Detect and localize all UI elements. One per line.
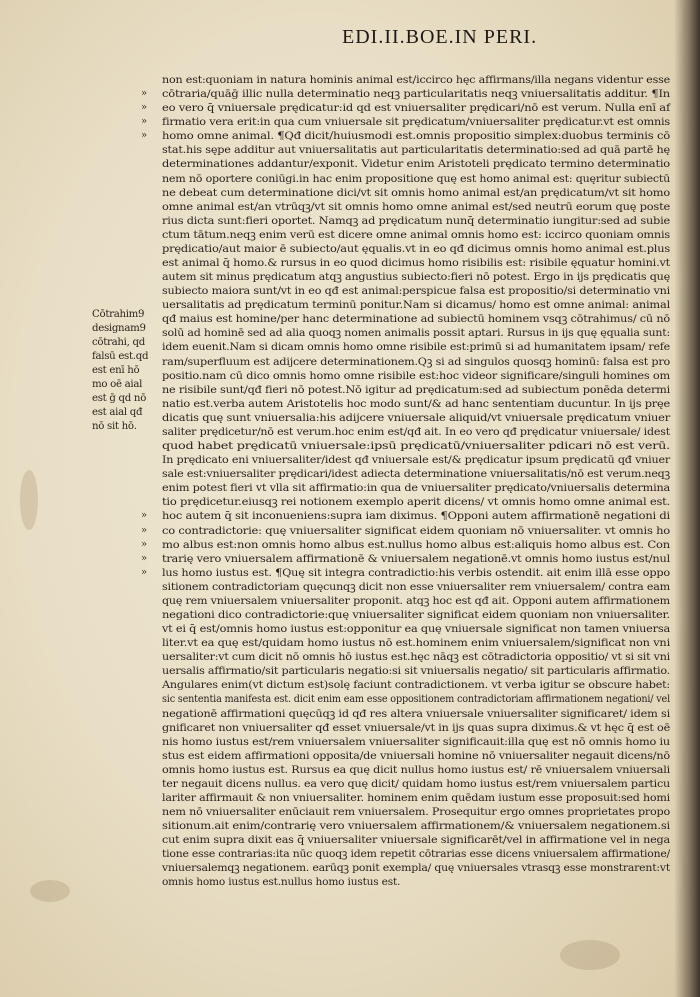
gloss-line: Cōtrahim9 bbox=[92, 309, 145, 320]
text-line bbox=[162, 678, 670, 692]
text-line-content: ram/superfluum est adijcere determinationem.Qꝫ si ad singulos quosqꝫ hominū: falsa est pro bbox=[162, 355, 670, 368]
text-line-content: lus homo iustus est. ¶Quę sit integra contradictio:his verbis ostendit. ait enim illā esse oppo bbox=[162, 566, 670, 579]
text-line-content: stat.his sępe additur aut vniuersalitatis aut particularitatis determinatio:sed ad quā partē hę bbox=[162, 144, 670, 157]
quotation-marker-icon: » bbox=[141, 116, 147, 128]
text-line-content: mo albus est:non omnis homo albus est.nullus homo albus est:aliquis homo albus est. Con bbox=[162, 538, 670, 551]
text-line bbox=[162, 707, 670, 721]
text-line bbox=[141, 87, 670, 101]
text-line-content: non est:quoniam in natura hominis animal est/iccirco hęc affirmans/illa negans videntur esse bbox=[162, 74, 670, 86]
text-line bbox=[162, 650, 670, 664]
text-line-content: homo omne animal. ¶Qđ dicit/huiusmodi est.omnis propositio simplex:duobus terminis cō bbox=[162, 130, 670, 143]
text-line bbox=[162, 172, 670, 186]
quotation-marker-icon: » bbox=[141, 130, 147, 142]
gloss-line: mo oē aial bbox=[92, 379, 143, 390]
text-line bbox=[162, 143, 670, 157]
text-line bbox=[162, 636, 670, 650]
text-line-content: nis homo iustus est/rem vniuersalem vniuersaliter significauit:illa quę est nō omnis homo iu bbox=[162, 735, 670, 748]
text-line bbox=[162, 735, 670, 749]
quotation-marker-icon: » bbox=[141, 510, 147, 522]
text-line-content: ne risibile sunt/qđ fieri nō potest.Nō igitur ad prędicatum:sed ad subiectum ponēda determi bbox=[162, 383, 670, 396]
text-line bbox=[162, 453, 670, 467]
text-line-content: solū ad hominē sed ad alia quoqꝫ nomen animalis possit aptari. Rursus in ijs quę ęqualia sunt: bbox=[162, 327, 670, 340]
text-line-content: vniuersalemqꝫ negationem. earūqꝫ ponit exempla/ quę vniuersales vtrasqꝫ esse monstrarent:vt bbox=[162, 862, 670, 875]
text-line-content: qđ maius est homine/per hanc determinatione ad subiectū hominem vsqꝫ cōtrahimus/ cū nō bbox=[162, 313, 670, 326]
text-line bbox=[162, 270, 670, 284]
text-line-content: uersalis affirmatio/sit particularis negatio:si sit vniuersalis negatio/ sit particularis affirmatio. bbox=[162, 665, 670, 678]
text-line bbox=[162, 664, 670, 678]
gloss-line: est ḡ qd nō bbox=[92, 393, 147, 404]
text-line-content: eo vero q̄ vniuersale prędicatur:id qd est vniuersaliter prędicari/nō est verum. Nulla enī af bbox=[162, 102, 670, 115]
text-line bbox=[162, 242, 670, 256]
text-line-content: uersalitatis ad prędicatum terminū ponitur.Nam si dicamus/ homo est omne animal: animal bbox=[162, 299, 670, 312]
text-line-content: sale est:vniuersaliter prędicari/idest adiecta determinatione vniuersalitatis/nō est verum.neqꝫ bbox=[162, 468, 670, 481]
text-line-content: tione esse contrarias:ita nūc quoqꝫ idem repetit cōtrarias esse dicens vniuersalem affirmatione/ bbox=[162, 848, 670, 861]
text-line-content: prędicatio/aut maior ē subiecto/aut ęqualis.vt in eo qđ dicimus omnis homo animal est.plus bbox=[162, 242, 670, 255]
text-line-content: cōtraria/quāḡ illic nulla determinatio neqꝫ particularitatis neqꝫ vniuersalitatis additur. ¶In bbox=[162, 88, 670, 101]
marginal-gloss bbox=[92, 308, 164, 434]
text-line bbox=[141, 129, 670, 143]
text-line-content: stus est eidem affirmationi opposita/de vniuersali homine nō vniuersaliter negauit dicens/nō bbox=[162, 749, 670, 762]
text-line bbox=[162, 622, 670, 636]
text-line-content: gnificaret non vniuersaliter qđ esset vniuersale/vt in ijs quas supra diximus.& vt hęc q̄ est oē bbox=[162, 721, 670, 734]
quotation-marker-icon: » bbox=[141, 538, 147, 550]
text-line-content: omnis homo iustus est. Rursus ea quę dicit nullus homo iustus est/ rē vniuersalem vniuersali bbox=[162, 763, 670, 776]
text-line bbox=[141, 552, 670, 566]
text-line bbox=[141, 538, 670, 552]
text-line-content: nem nō vniuersaliter enūciauit rem vniuersalem. Prosequitur ergo omnes proprietates propo bbox=[162, 806, 670, 819]
running-header: EDI.II.BOE.IN PERI. bbox=[342, 26, 538, 48]
text-line bbox=[162, 326, 670, 340]
text-line bbox=[141, 115, 670, 129]
text-line-content: saliter prędicetur/nō est verum.hoc enim est/qđ ait. In eo vero qđ prędicatur vniuersale/ idest bbox=[162, 425, 670, 438]
text-line bbox=[162, 157, 670, 171]
text-line bbox=[162, 369, 670, 383]
text-line bbox=[162, 425, 670, 439]
text-line bbox=[141, 524, 670, 538]
text-line-content: ter negauit dicens nullus. ea vero quę dicit/ quidam homo iustus est/rem vniuersalem particu bbox=[162, 777, 670, 790]
gloss-line: falsū est.qd bbox=[92, 351, 149, 362]
text-line-content: omnis homo iustus est.nullus homo iustus est. bbox=[162, 876, 401, 889]
quotation-marker-icon: » bbox=[141, 102, 147, 114]
text-line-content: ctum tātum.neqꝫ enim verū est dicere omne animal omnis homo est: iccirco quoniam omnis bbox=[162, 228, 670, 241]
text-line bbox=[162, 73, 670, 87]
gloss-line: nō sit hō. bbox=[92, 421, 137, 432]
text-line-content: liter.vt ea quę est/quidam homo iustus nō est.hominem enim vniuersalem/significat non vni bbox=[162, 637, 670, 650]
text-line bbox=[162, 833, 670, 847]
text-line bbox=[162, 791, 670, 805]
text-line bbox=[162, 411, 670, 425]
text-line bbox=[162, 228, 670, 242]
text-line-content: sitionum.ait enim/contrarię vero vniuersalem affirmationem/& vniuersalem negationem.si bbox=[162, 820, 670, 833]
text-line bbox=[162, 200, 670, 214]
text-line bbox=[162, 580, 670, 594]
text-line bbox=[162, 284, 670, 298]
text-line-content: co contradictorie: quę vniuersaliter significat eidem quoniam nō vniuersaliter. vt omnis ho bbox=[162, 524, 670, 537]
text-line-content: subiecto maiora sunt/vt in eo qđ est animal:perspicue falsa est propositio/si determinatio vni bbox=[162, 285, 670, 298]
text-line bbox=[162, 256, 670, 270]
page-stain bbox=[560, 940, 620, 970]
text-line-content: uersaliter:vt cum dicit nō omnis hō iustus est.hęc nāqꝫ est cōtradictoria oppositio/ vt si sit vni bbox=[162, 651, 670, 664]
book-spine-shadow bbox=[674, 0, 700, 997]
text-line bbox=[162, 721, 670, 735]
text-line-content: negationi dico contradictorie:quę vniuersaliter significat eidem quoniam non vniuersaliter. bbox=[162, 608, 670, 621]
text-line bbox=[162, 214, 670, 228]
text-line-content: cut enim supra dixit eas q̄ vniuersaliter vniuersale significarēt/vel in affirmatione vel in nega bbox=[162, 834, 670, 847]
text-line bbox=[162, 495, 670, 509]
text-line bbox=[162, 594, 670, 608]
quotation-marker-icon: » bbox=[141, 566, 147, 578]
quotation-marker-icon: » bbox=[141, 88, 147, 100]
text-line bbox=[162, 608, 670, 622]
main-text-block bbox=[141, 73, 670, 890]
gloss-line: designam9 bbox=[92, 323, 146, 334]
text-line bbox=[162, 805, 670, 819]
text-line bbox=[141, 566, 670, 580]
text-line-content: nem nō oportere coniūgi.in hac enim propositione quę est homo animal est: quęritur subiectū bbox=[162, 172, 670, 185]
text-line-content: Angulares enim(vt dictum est)solę faciunt contradictionem. vt verba igitur se obscure habet: bbox=[162, 679, 670, 692]
text-line-content: idem euenit.Nam si dicam omnis homo omne risibile est:primū si ad humanitatem ipsam/ refe bbox=[162, 341, 670, 354]
text-line bbox=[162, 298, 670, 312]
text-line-content: determinationes addantur/exponit. Videtur enim Aristoteli prędicato termino determinatio bbox=[162, 158, 670, 171]
text-line bbox=[162, 383, 670, 397]
text-line-content: hoc autem q̄ sit inconueniens:supra iam diximus. ¶Opponi autem affirmationē negationi di bbox=[162, 510, 670, 523]
gloss-line: est aial qđ bbox=[92, 407, 143, 418]
text-line-content: positio.nam cū dico omnis homo omne risibile est:hoc videor significare/singuli homines om bbox=[162, 369, 670, 382]
text-line-content: negationē affirmationi quęcūqꝫ id qđ res altera vniuersale vniuersaliter significaret/ idem si bbox=[162, 707, 670, 720]
text-line bbox=[162, 312, 670, 326]
quotation-marker-icon: » bbox=[141, 552, 147, 564]
text-line-content: tio prędicetur.eiusqꝫ rei notionem exemplo aperit dicens/ vt omnis homo omne animal est. bbox=[162, 496, 670, 509]
text-line bbox=[162, 692, 670, 706]
text-line bbox=[141, 509, 670, 523]
text-line bbox=[162, 439, 670, 453]
text-line-content: enim potest fieri vt vlla sit affirmatio:in qua de vniuersaliter prędicato/vniuersalis determina bbox=[162, 482, 670, 495]
text-line bbox=[162, 467, 670, 481]
text-line-content: quę rem vniuersalem vniuersaliter proponit. atqꝫ hoc est qđ ait. Opponi autem affirmationem bbox=[162, 594, 670, 607]
text-line bbox=[141, 101, 670, 115]
text-line bbox=[162, 186, 670, 200]
text-line bbox=[162, 847, 670, 861]
text-line-content: In prędicato eni vniuersaliter/idest qđ vniuersale est/& prędicatur ipsum prędicatū qđ vniuer bbox=[162, 454, 670, 467]
quotation-marker-icon: » bbox=[141, 524, 147, 536]
text-line-content: autem sit minus prędicatum atqꝫ angustius subiecto:fieri nō potest. Ergo in ijs prędicatis quę bbox=[162, 271, 670, 284]
text-line-content: natio est.verba autem Aristotelis hoc modo sunt/& ad hanc sententiam ducuntur. In ijs pręe bbox=[162, 397, 670, 410]
text-line-content: lariter affirmauit & non vniuersaliter. hominem enim quēdam iustum esse proposuit:sed homi bbox=[162, 791, 670, 804]
text-line bbox=[162, 481, 670, 495]
text-line-content: firmatio vera erit:in qua cum vniuersale sit prędicatum/vniuersaliter prędicatur.vt est omnis bbox=[162, 116, 670, 129]
text-line bbox=[162, 763, 670, 777]
text-line-content: ne debeat cum determinatione dici/vt sit omnis homo animal est/an prędicatum/vt sit homo bbox=[162, 186, 670, 199]
page-stain bbox=[20, 470, 38, 530]
text-line-content: omne animal est/an vtrūqꝫ/vt sit omnis homo omne animal est/sed neutrū eorum quę poste bbox=[162, 200, 670, 213]
text-line bbox=[162, 340, 670, 354]
text-line-content: est animal q̄ homo.& rursus in eo quod dicimus homo risibilis est: risibile ęquatur homini.vt bbox=[162, 257, 670, 270]
text-line bbox=[162, 819, 670, 833]
text-line-content: sitionem contradictoriam quęcunqꝫ dicit non esse vniuersaliter rem vniuersalem/ contra eam bbox=[162, 580, 670, 593]
text-line bbox=[162, 875, 670, 889]
text-line bbox=[162, 355, 670, 369]
text-line-content: dicatis quę sunt vniuersalia:his adijcere vniuersale aliquid/vt vniuersale prędicatum vniuer bbox=[162, 411, 670, 424]
text-line-content: quod habet prędicatū vniuersale:ipsū prędicatū/vniuersaliter pdicari nō est verū. bbox=[162, 440, 670, 453]
gloss-line: est enī hō bbox=[92, 365, 140, 376]
gloss-line: cōtrahi, qd bbox=[92, 337, 145, 348]
text-line-content: trarię vero vniuersalem affirmationē & vniuersalem negationē.vt omnis homo iustus est/nul bbox=[162, 552, 670, 565]
text-line bbox=[162, 861, 670, 875]
text-line bbox=[162, 777, 670, 791]
text-line-content: vt ei q̄ est/omnis homo iustus est:opponitur ea quę vniuersale significat non tamen vniuersa bbox=[162, 623, 670, 636]
text-line-content: sic sententia manifesta est. dicit enim eam esse oppositionem contradictoriam affirmationem negationi/ vel bbox=[162, 693, 670, 706]
text-line-content: rius dicta sunt:fieri oportet. Namqꝫ ad prędicatum nunq̄ determinatio iungitur:sed ad subie bbox=[162, 214, 670, 227]
text-line bbox=[162, 749, 670, 763]
text-line bbox=[162, 397, 670, 411]
page-stain bbox=[30, 880, 70, 902]
